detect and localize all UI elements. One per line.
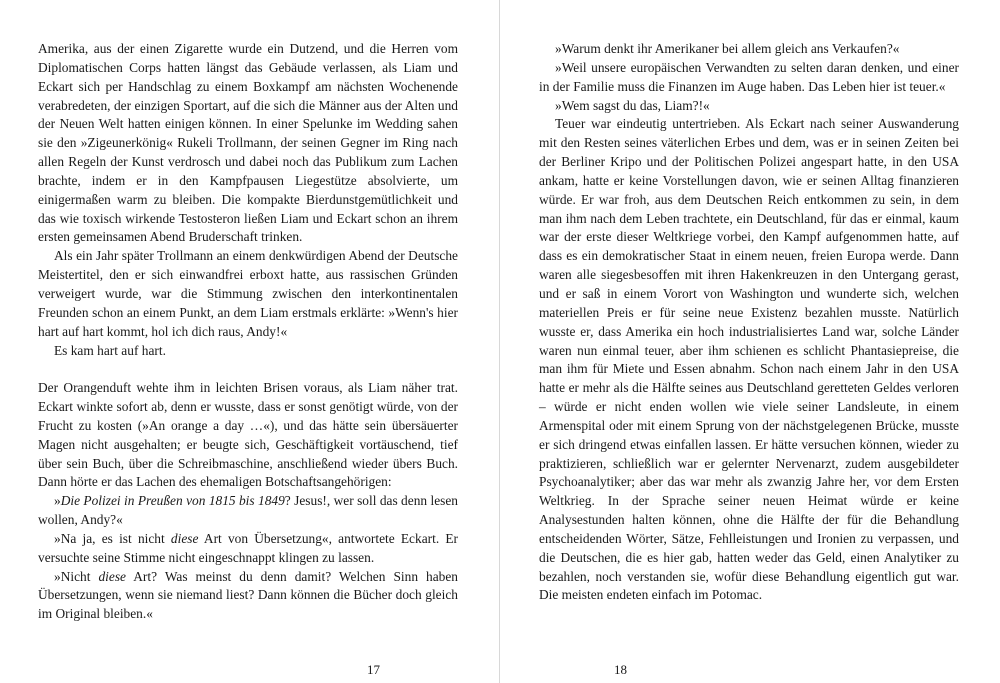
paragraph: Der Orangenduft wehte ihm in leichten Brisen voraus, als Liam näher trat. Eckart winkte sofort ab, denn er wusste, dass er sonst genötigt würde, von der Frucht zu kosten (»An orange a day …«), und das hätte sein übersäuerter Magen nicht ausgehalten; er beugte sich, Geschäftigkeit vortäuschend, tief über sein Buch, über die Schreibmaschine, anschließend wieder übers Buch. Dann hörte er das Lachen des ehemaligen Botschaftsangehörigen: bbox=[38, 380, 458, 490]
paragraph bbox=[38, 492, 458, 530]
paragraph: Als ein Jahr später Trollmann an einem denkwürdigen Abend der Deutsche Meistertitel, den er sich einwandfrei erboxt hatte, aus rassischen Gründen verweigert wurde, war die Stimmung zwischen den interkontinentalen Freunden schon an einem Punkt, an dem Liam erstmals erklärte: »Wenn's hier hart auf hart kommt, hol ich dich raus, Andy!« bbox=[38, 248, 458, 339]
paragraph-text: ? Jesus!, wer soll das denn lesen wollen, Andy?« bbox=[38, 493, 458, 528]
page-number-left: 17 bbox=[367, 662, 380, 677]
paragraph: Teuer war eindeutig untertrieben. Als Eckart nach seiner Auswanderung mit den Resten seines väterlichen Erbes und dem, was er in seinen Zeiten bei der Berliner Kripo und der Politischen Polizei angespart hatte, in den USA ankam, hatte er keine Vorstellungen davon, wie er seinen Alltag finanzieren würde. Er war froh, aus dem Deutschen Reich entkommen zu sein, in dem man ihm nach dem Leben trachtete, ein Deutschland, für das er einmal, kaum war der erste dieser Weltkriege vorbei, den Kampf aufgenommen hatte, auf dass es ein demokratischer Staat in einem neuen, freien Europa werde. Dann waren alle siegesbesoffen mit ihren Hakenkreuzen in den Untergang gerast, und er saß in einem Vorort von Washington und wunderte sich, welchen materiellen Preis er für seine neue Existenz bezahlen musste. Natürlich wusste er, dass Amerika ein hoch industrialisiertes Land war, solche Länder waren nun einmal teuer, aber ihm schienen es schlicht Phantasiepreise, die man ihm für Miete und Essen abnahm. Schon nach einem Jahr in den USA hatte er mehr als die Hälfte seines aus Deutschland geretteten Geldes verloren – würde er nicht enden wollen wie viele seiner Landsleute, in einem Armenspital oder mit einem Sprung von der nächstgelegenen Brücke, musste er sich dringend etwas einfallen lassen. Er hätte versuchen können, wieder zu praktizieren, schließlich war er gelernter Nervenarzt, zudem ausgebildeter Psychoanalytiker; aber das war mehr als zwanzig Jahre her, vor dem Ersten Weltkrieg. In der Sprache seiner neuen Heimat würde er keine Analysestunden halten können, ohne die Hälfte der für die Behandlung entscheidenden Wörter, Sätze, Fehlleistungen und Ironien zu verpassen, und die Deutschen, die es hier gab, hatten weder das Geld, einen Analytiker zu bezahlen, noch verstanden sie, wofür diese Behandlung eigentlich gut war. Die meisten endeten einfach im Potomac. bbox=[539, 116, 959, 603]
page-number-right: 18 bbox=[614, 662, 627, 677]
paragraph-text: »Nicht bbox=[54, 568, 99, 584]
right-page-text bbox=[539, 40, 959, 605]
paragraph: »Warum denkt ihr Amerikaner bei allem gleich ans Verkaufen?« bbox=[555, 41, 900, 56]
paragraph-text: Art? Was meinst du denn damit? Welchen Sinn haben Übersetzungen, wenn sie niemand liest? Dann können die Bücher doch gleich im Original bleiben.« bbox=[38, 568, 458, 622]
emphasis-italic: diese bbox=[170, 530, 199, 546]
paragraph-text: Art von Übersetzung«, antwortete Eckart. Er versuchte seine Stimme nicht eingeschnappt klingen zu lassen. bbox=[38, 530, 459, 565]
paragraph: Amerika, aus der einen Zigarette wurde ein Dutzend, und die Herren vom Diplomatischen Corps hatten längst das Gebäude verlassen, als Liam und Eckart sich per Handschlag zu einem Boxkampf am nächsten Wochenende verabredeten, der einzigen Sportart, auf die sich die Männer aus der Alten und der Neuen Welt hatten einigen können. In einer Spelunke im Wedding sahen sie den »Zigeunerkönig« Rukeli Trollmann, der seinen Gegner im Ring nach allen Regeln der Kunst verdrosch und dabei noch das Publikum zum Lachen brachte, indem er in den Kampfpausen Liegestütze absolvierte, um einigermaßen warm zu bleiben. Die kompakte Bierdunstgemütlichkeit und das wie toxisch wirkende Testosteron ließen Liam und Eckart schon an ihrem ersten gemeinsamen Abend Bruderschaft trinken. bbox=[38, 41, 458, 245]
paragraph: Es kam hart auf hart. bbox=[54, 342, 166, 358]
book-title-italic: Die Polizei in Preußen von 1815 bis 1849 bbox=[60, 493, 285, 509]
emphasis-italic: diese bbox=[98, 568, 126, 584]
page-gutter bbox=[499, 0, 500, 683]
paragraph bbox=[38, 530, 458, 568]
left-page-text bbox=[38, 40, 458, 624]
paragraph bbox=[38, 568, 458, 625]
quote-open: » bbox=[54, 493, 61, 509]
paragraph-text: »Na ja, es ist nicht bbox=[54, 530, 171, 546]
paragraph: »Weil unsere europäischen Verwandten zu selten daran denken, und einer in der Familie muss die Finanzen im Auge haben. Das Leben hier ist teuer.« bbox=[539, 59, 959, 94]
paragraph: »Wem sagst du das, Liam?!« bbox=[555, 97, 710, 113]
